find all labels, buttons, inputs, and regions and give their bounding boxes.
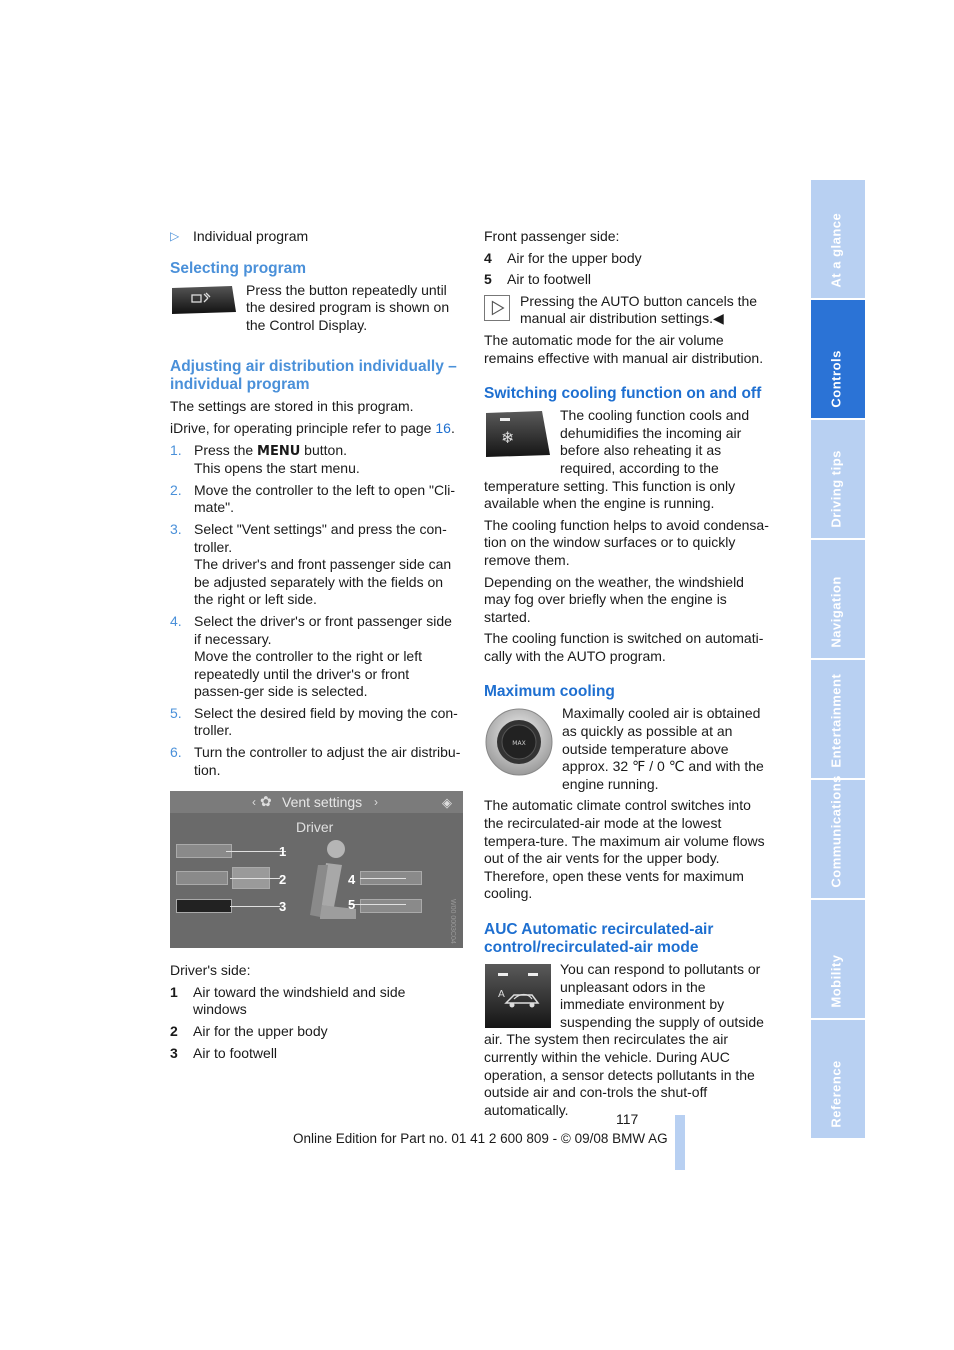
side-tabs <box>811 180 865 1140</box>
menu-key-label: MENU <box>257 443 301 459</box>
cooling-p1: The cooling function cools and dehumidifies the incoming air before also reheating it as required, according to the temperature setting. This function is only available when the engine is running. <box>484 407 750 512</box>
max-cooling-heading: Maximum cooling <box>484 683 615 701</box>
svg-text:MAX: MAX <box>512 740 526 748</box>
arrow-left-icon: ‹ <box>252 795 256 810</box>
step-4: 4. Select the driver's or front passenger side if necessary. Move the controller to the right or left repeatedly until the driver's or front passen-ger side is selected. <box>170 612 452 700</box>
front-passenger-list <box>484 250 774 289</box>
label-5: 5 <box>348 897 356 913</box>
cooling-p3: Depending on the weather, the windshield may fog over briefly when the engine is started. <box>484 573 744 625</box>
step-3: 3. Select "Vent settings" and press the con-troller. The driver's and front passenger side can be adjusted separately with the fields on the right or left side. <box>170 520 452 608</box>
vent-bar-2 <box>176 871 228 885</box>
adjusting-p1: The settings are stored in this program. <box>170 398 414 415</box>
auto-note-text: Pressing the AUTO button cancels the manual air distribution settings.◀ <box>520 292 758 327</box>
svg-text:❄: ❄ <box>501 428 515 448</box>
step-2: 2. Move the controller to the left to open "Cli-mate". <box>170 481 455 516</box>
triangle-bullet-icon: ▷ <box>170 229 180 243</box>
legend-item: 2 Air for the upper body <box>170 1023 328 1040</box>
cooling-p4: The cooling function is switched on automati-cally with the AUTO program. <box>484 630 764 664</box>
auto-note <box>484 293 774 328</box>
line-1 <box>226 851 286 852</box>
line-3 <box>230 906 280 907</box>
cooling-heading: Switching cooling function on and off <box>484 385 762 403</box>
vent-settings-screen <box>170 791 463 948</box>
page-number: 117 <box>616 1111 639 1127</box>
tab-controls[interactable]: Controls <box>811 300 865 418</box>
vent-bar-1 <box>176 844 232 858</box>
bullet-item-text: Individual program <box>193 228 309 244</box>
tab-entertainment[interactable]: Entertainment <box>811 660 865 778</box>
label-3: 3 <box>279 899 287 915</box>
selecting-program-heading: Selecting program <box>170 259 307 277</box>
max-cooling-section <box>484 705 774 797</box>
tab-reference[interactable]: Reference <box>811 1020 865 1138</box>
adjusting-heading: Adjusting air distribution individually – individual program <box>170 358 457 394</box>
note-triangle-icon <box>484 295 510 321</box>
max-cooling-p2: The automatic climate control switches into the recirculated-air mode at the lowest tempera-ture. The maximum air volume flows out of the air vents for the upper body. Therefore, open these vents for maximum cooling. <box>484 797 765 902</box>
legend-item: 4 Air for the upper body <box>484 249 642 266</box>
page-link[interactable]: 16 <box>435 419 451 436</box>
legend-item: 5 Air to footwell <box>484 271 592 288</box>
drivers-side-heading: Driver's side: <box>170 962 251 979</box>
vent-bar-3 <box>176 899 232 913</box>
selecting-program-section <box>170 282 462 339</box>
footer-text: Online Edition for Part no. 01 41 2 600 809 - © 09/08 BMW AG <box>293 1131 668 1146</box>
tab-at-a-glance[interactable]: At a glance <box>811 180 865 298</box>
image-code: W00 0003C04 <box>449 899 456 945</box>
step-1: 1. Press the MENU button. This opens the start menu. <box>170 441 360 477</box>
max-cooling-p1: Maximally cooled air is obtained as quickly as possible at an outside temperature above approx. 32 ℉ / 0 ℃ and with the engine running. <box>562 705 764 792</box>
adjusting-p2: iDrive, for operating principle refer to page 16. <box>170 419 455 436</box>
snowflake-button-icon <box>484 409 552 459</box>
left-column <box>170 228 462 1066</box>
line-2 <box>230 878 280 879</box>
bullet-item <box>170 228 462 246</box>
screen-title: Vent settings <box>282 794 363 811</box>
screen-driver-label: Driver <box>296 819 334 836</box>
tab-communications[interactable]: Communications <box>811 780 865 898</box>
label-1: 1 <box>279 844 287 860</box>
tab-driving-tips[interactable]: Driving tips <box>811 420 865 538</box>
auc-p1: You can respond to pollutants or unpleasant odors in the immediate environment by suspending the supply of outside air. The system then recirculates the air currently within the vehicle. During AUC operation, a sensor detects pollutants in the outside air and con-trols the shut-off automatically. <box>484 961 764 1118</box>
seat-figure-icon <box>290 835 370 945</box>
label-2: 2 <box>279 872 287 888</box>
auto-note-after: The automatic mode for the air volume remains effective with manual air distribution. <box>484 331 764 366</box>
cooling-p2: The cooling function helps to avoid condensa-tion on the window surfaces or to quickly remove them. <box>484 516 769 568</box>
legend-item: 1 Air toward the windshield and side windows <box>170 983 406 1018</box>
tab-navigation[interactable]: Navigation <box>811 540 865 658</box>
step-6: 6. Turn the controller to adjust the air distribu-tion. <box>170 744 461 778</box>
selecting-program-text: Press the button repeatedly until the desired program is shown on the Control Display. <box>246 281 450 333</box>
controller-icon: ◈ <box>442 795 452 811</box>
legend-item: 3 Air to footwell <box>170 1044 278 1061</box>
footer-accent-bar <box>675 1115 685 1170</box>
drivers-side-list <box>170 984 462 1062</box>
recirculation-button-icon <box>484 963 552 1029</box>
auc-section <box>484 961 774 1123</box>
step-5: 5. Select the desired field by moving the con-troller. <box>170 704 458 739</box>
front-passenger-heading: Front passenger side: <box>484 228 620 244</box>
cooling-section <box>484 407 774 517</box>
fan-icon: ✿ <box>260 793 272 810</box>
right-column <box>484 228 774 1123</box>
tab-mobility[interactable]: Mobility <box>811 900 865 1018</box>
arrow-right-icon: › <box>374 795 378 810</box>
label-4: 4 <box>348 872 356 888</box>
svg-text:A: A <box>498 989 505 1000</box>
program-button-icon <box>170 284 238 316</box>
auc-heading: AUC Automatic recirculated-air control/recirculated-air mode <box>484 921 714 956</box>
max-knob-icon <box>484 707 554 777</box>
steps-list <box>170 442 462 780</box>
